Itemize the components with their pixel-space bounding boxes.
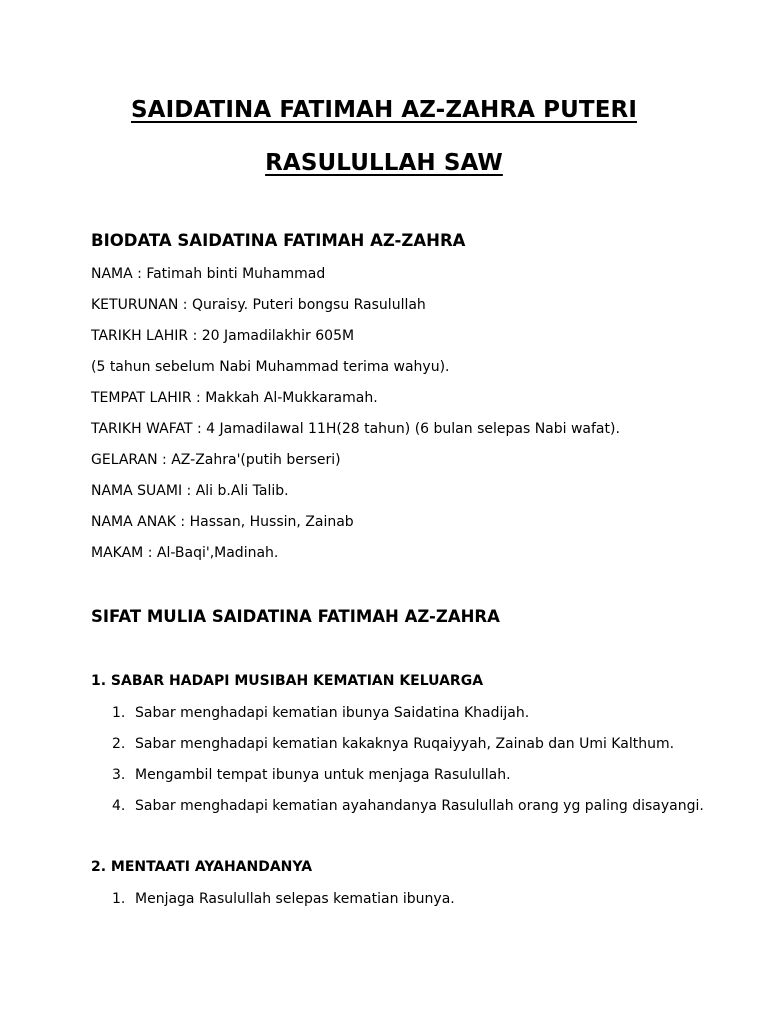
document-title-line-2: RASULULLAH SAW: [265, 150, 503, 176]
biodata-nama-suami: NAMA SUAMI : Ali b.Ali Talib.: [91, 483, 289, 499]
biodata-tarikh-lahir-note: (5 tahun sebelum Nabi Muhammad terima wahyu).: [91, 359, 450, 375]
list-item-number: 1.: [112, 705, 126, 721]
list-item-number: 2.: [112, 736, 126, 752]
list-item-number: 4.: [112, 798, 126, 814]
subsection-heading-sabar: 1. SABAR HADAPI MUSIBAH KEMATIAN KELUARGA: [91, 673, 484, 689]
list-item: [112, 766, 511, 784]
biodata-keturunan: KETURUNAN : Quraisy. Puteri bongsu Rasulullah: [91, 297, 426, 313]
biodata-nama: NAMA : Fatimah binti Muhammad: [91, 266, 326, 282]
list-item-text: Sabar menghadapi kematian ayahandanya Rasulullah orang yg paling disayangi.: [135, 798, 704, 814]
list-item: [112, 890, 455, 908]
biodata-tarikh-wafat: TARIKH WAFAT : 4 Jamadilawal 11H(28 tahun) (6 bulan selepas Nabi wafat).: [91, 421, 620, 437]
list-item-text: Sabar menghadapi kematian kakaknya Ruqaiyyah, Zainab dan Umi Kalthum.: [135, 736, 675, 752]
document-title-line-1: SAIDATINA FATIMAH AZ-ZAHRA PUTERI: [131, 97, 637, 123]
list-item: [112, 797, 704, 815]
list-item-text: Mengambil tempat ibunya untuk menjaga Rasulullah.: [135, 767, 511, 783]
list-item-number: 1.: [112, 891, 126, 907]
biodata-heading: BIODATA SAIDATINA FATIMAH AZ-ZAHRA: [91, 231, 466, 250]
sifat-heading: SIFAT MULIA SAIDATINA FATIMAH AZ-ZAHRA: [91, 607, 500, 626]
list-item-text: Sabar menghadapi kematian ibunya Saidatina Khadijah.: [135, 705, 530, 721]
subsection-heading-mentaati: 2. MENTAATI AYAHANDANYA: [91, 859, 313, 875]
biodata-gelaran: GELARAN : AZ-Zahra'(putih berseri): [91, 452, 341, 468]
biodata-makam: MAKAM : Al-Baqi',Madinah.: [91, 545, 279, 561]
list-item: [112, 735, 674, 753]
list-item-number: 3.: [112, 767, 126, 783]
biodata-nama-anak: NAMA ANAK : Hassan, Hussin, Zainab: [91, 514, 354, 530]
list-item-text: Menjaga Rasulullah selepas kematian ibunya.: [135, 891, 455, 907]
biodata-tarikh-lahir: TARIKH LAHIR : 20 Jamadilakhir 605M: [91, 328, 355, 344]
list-item: [112, 704, 529, 722]
biodata-tempat-lahir: TEMPAT LAHIR : Makkah Al-Mukkaramah.: [91, 390, 378, 406]
